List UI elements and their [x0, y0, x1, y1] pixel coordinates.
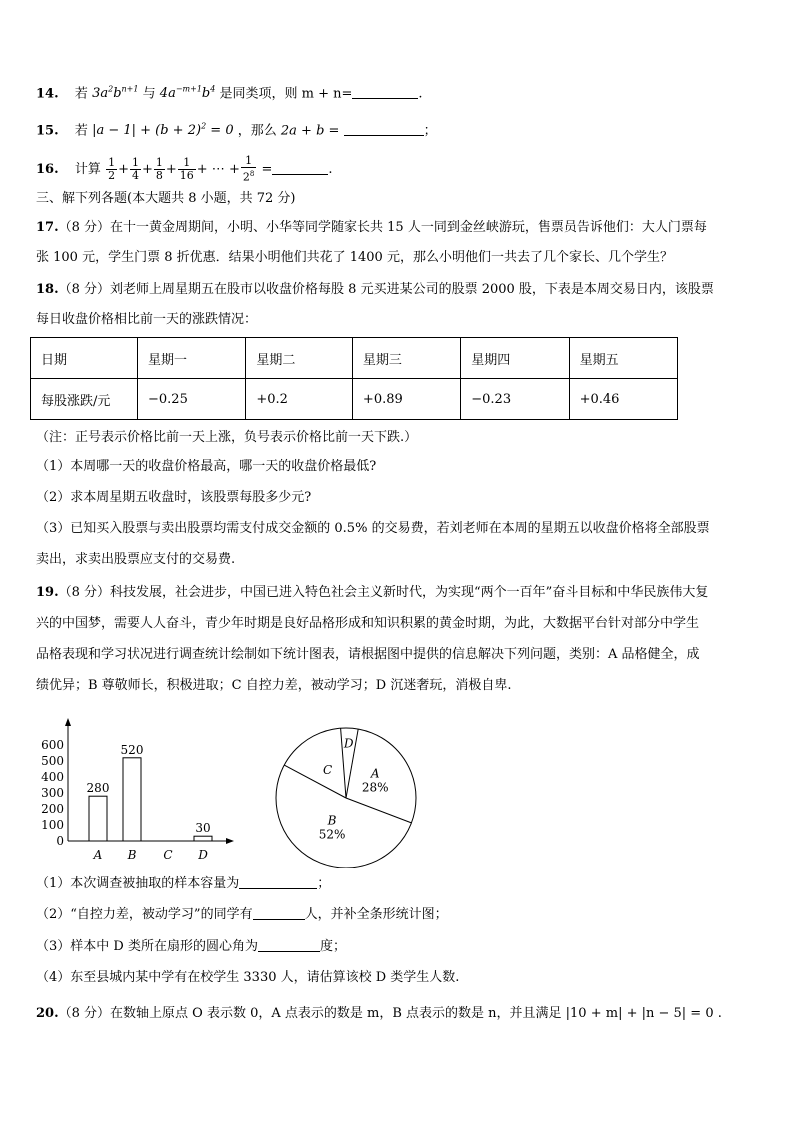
question-19-line1 [36, 583, 760, 603]
y-tick-label: 0 [56, 834, 64, 848]
q15-expr1-exp: 2 [201, 122, 207, 131]
q19-sub1-text: （1）本次调查被抽取的样本容量为 [36, 876, 240, 891]
question-number: 17. [36, 220, 59, 235]
question-number: 19. [36, 585, 59, 600]
q16-ellipsis: + ⋯ + [196, 162, 240, 177]
question-number: 20. [36, 1006, 59, 1021]
x-tick-label: A [93, 848, 103, 862]
q17-text: （8 分）在十一黄金周期间，小明、小华等同学随家长共 15 人一同到金丝峡游玩，售票员告诉他们：大人门票每 [58, 220, 707, 235]
answer-blank[interactable] [258, 937, 320, 952]
q19-sub3-end: 度； [319, 939, 346, 954]
x-tick-label: D [198, 848, 208, 862]
q19-sub4: （4）东至县城内某中学有在校学生 3330 人，请估算该校 D 类学生人数. [36, 970, 460, 985]
answer-blank[interactable] [239, 874, 317, 889]
fraction-den: 4 [131, 169, 139, 182]
pie-chart [276, 728, 416, 868]
q15-expr1-tail: = 0 [206, 123, 234, 139]
pie-slice-edge [346, 798, 411, 823]
table-cell: 星期一 [138, 338, 246, 379]
y-axis-arrow [65, 718, 71, 726]
q19-sub3 [36, 937, 760, 957]
pie-percent-label: 52% [318, 827, 346, 842]
pie-slice-label: B [327, 813, 337, 828]
table-cell: +0.89 [352, 379, 460, 420]
data-label: 280 [86, 781, 110, 796]
q14-t2-coef: 4 [159, 86, 169, 102]
fraction-den-exp: 8 [249, 170, 255, 179]
q14-t1-coef: 3 [92, 86, 101, 102]
fraction-den: 16 [179, 169, 194, 182]
pie-slice-label: C [323, 762, 333, 777]
question-19-line3: 品格表现和学习状况进行调查统计绘制如下统计图表，请根据图中提供的信息解决下列问题，类别：A 品格健全，成 [36, 647, 700, 662]
answer-blank[interactable] [352, 84, 418, 99]
table-cell: +0.46 [569, 379, 677, 420]
q15-expr2: 2a + b = [280, 123, 340, 139]
table-cell: 星期五 [569, 338, 677, 379]
answer-blank[interactable] [272, 160, 328, 175]
q14-t2-exp1: −m+1 [175, 85, 202, 94]
table-cell: 星期二 [246, 338, 353, 379]
table-cell: −0.23 [461, 379, 569, 420]
q20-text: （8 分）在数轴上原点 O 表示数 0，A 点表示的数是 m，B 点表示的数是 n，并且满足 |10 + m| + |n − 5| = 0 . [58, 1006, 722, 1021]
q14-t1-base2: b [113, 86, 122, 102]
fraction [154, 157, 165, 182]
fraction-den-base: 2 [242, 170, 250, 184]
fraction-den: 2 [108, 169, 116, 182]
pie-percent-label: 28% [361, 780, 389, 795]
q14-t1-exp1: 2 [108, 85, 114, 94]
question-number: 14. [36, 86, 59, 102]
question-17-line1 [36, 218, 760, 238]
q14-t2-base1: a [168, 86, 176, 102]
x-tick-label: B [127, 848, 137, 862]
q14-t1-exp2: n+1 [121, 85, 139, 94]
y-tick-label: 100 [41, 818, 64, 832]
table-row [31, 379, 678, 420]
bar [194, 836, 212, 841]
y-tick-label: 400 [41, 770, 64, 784]
q16-end: . [328, 162, 333, 177]
x-tick-label: C [163, 848, 173, 862]
fraction-num: 1 [241, 155, 256, 168]
q14-end: . [418, 86, 423, 102]
table-cell: −0.25 [138, 379, 246, 420]
table-cell: +0.2 [246, 379, 353, 420]
fraction-num: 1 [108, 156, 116, 169]
fraction-den: 8 [155, 169, 163, 182]
question-19-line2: 兴的中国梦，需要人人奋斗，青少年时期是良好品格形成和知识积累的黄金时期，为此，大数据平台针对部分中学生 [36, 616, 700, 631]
q15-pre: 若 [74, 123, 88, 139]
q18-note: （注：正号表示价格比前一天上涨，负号表示价格比前一天下跌.） [36, 430, 418, 445]
answer-blank[interactable] [344, 121, 424, 136]
question-18-line1 [36, 280, 760, 300]
table-cell: 星期三 [352, 338, 460, 379]
q15-end: ； [423, 123, 437, 139]
fraction [241, 155, 256, 184]
q19-sub2-text: （2）“自控力差，被动学习”的同学有 [36, 907, 253, 922]
y-tick-label: 500 [41, 754, 64, 768]
q19-sub2-end: 人，并补全条形统计图； [304, 907, 448, 922]
fraction [178, 157, 196, 182]
q18-text: （8 分）刘老师上周星期五在股市以收盘价格每股 8 元买进某公司的股票 2000 股，下表是本周交易日内，该股票 [58, 282, 714, 297]
question-20 [36, 1004, 760, 1024]
bar [123, 758, 141, 841]
q16-eq: = [261, 162, 273, 177]
q14-post: 是同类项，则 m + n= [219, 86, 353, 102]
table-cell: 日期 [31, 338, 138, 379]
data-label: 520 [120, 742, 144, 757]
q19-sub1 [36, 874, 760, 894]
q14-t2-exp2: 4 [210, 85, 216, 94]
q14-t2-base2: b [201, 86, 211, 102]
y-tick-label: 600 [41, 738, 64, 752]
statistics-charts [30, 708, 450, 868]
question-14 [36, 80, 760, 104]
y-tick-label: 200 [41, 802, 64, 816]
fraction-num: 1 [178, 157, 196, 170]
q15-expr1 [92, 123, 234, 138]
fraction [130, 157, 141, 182]
question-number: 15. [36, 123, 59, 139]
pie-slice-edge [284, 762, 346, 798]
question-18-line2: 每日收盘价格相比前一天的涨跌情况： [36, 312, 258, 327]
fraction [106, 157, 117, 182]
fraction-den [241, 168, 256, 184]
question-15 [36, 117, 760, 141]
table-cell: 每股涨跌/元 [31, 379, 138, 420]
question-number: 16. [36, 162, 59, 177]
question-number: 18. [36, 282, 59, 297]
table-cell: 星期四 [461, 338, 569, 379]
q18-sub3-line1: （3）已知买入股票与卖出股票均需支付成交金额的 0.5% 的交易费，若刘老师在本周的星期五以收盘价格将全部股票 [36, 521, 710, 536]
fraction-num: 1 [131, 156, 139, 169]
price-change-table [30, 337, 678, 420]
q18-sub1: （1）本周哪一天的收盘价格最高，哪一天的收盘价格最低? [36, 459, 377, 474]
pie-slice-label: D [343, 736, 354, 751]
q19-text: （8 分）科技发展，社会进步，中国已进入特色社会主义新时代，为实现“两个一百年”奋斗目标和中华民族伟大复 [58, 585, 709, 600]
bar-chart [41, 718, 234, 862]
section-heading: 三、解下列各题(本大题共 8 小题，共 72 分) [36, 191, 296, 206]
q19-sub2 [36, 905, 760, 925]
q14-pre: 若 [74, 86, 88, 102]
q14-t1-base1: a [100, 86, 109, 102]
q15-expr1-text: |a − 1| + (b + 2) [92, 123, 202, 139]
q16-pre: 计算 [74, 162, 101, 177]
q19-sub1-end: ； [317, 876, 331, 891]
q18-sub3-line2: 卖出，求卖出股票应支付的交易费. [36, 552, 236, 567]
q14-term1 [92, 86, 138, 101]
y-tick-label: 300 [41, 786, 64, 800]
q15-mid: ，那么 [237, 123, 277, 139]
q14-term2 [160, 86, 216, 101]
table-header-row [31, 338, 678, 379]
bar [89, 796, 107, 841]
question-17-line2: 张 100 元，学生门票 8 折优惠．结果小明他们共花了 1400 元，那么小明他们一共去了几个家长、几个学生？ [36, 250, 673, 265]
question-16: 16. 计算 $\frac{1}{2}$ + $\frac{1}{4}$ + $\frac{1}{8}$ + $\frac{1}{16}$ + ⋯ + $\frac{1}{2^8}$ = . [36, 154, 333, 184]
q14-mid: 与 [142, 86, 156, 102]
question-19-line4: 绩优异；B 尊敬师长，积极进取；C 自控力差，被动学习；D 沉迷奢玩，消极自卑. [36, 678, 512, 693]
answer-blank[interactable] [253, 905, 305, 920]
fraction-num: 1 [155, 156, 163, 169]
q19-sub3-text: （3）样本中 D 类所在扇形的圆心角为 [36, 939, 258, 954]
q18-sub2: （2）求本周星期五收盘时，该股票每股多少元? [36, 490, 312, 505]
data-label: 30 [195, 821, 211, 836]
x-axis-arrow [226, 838, 234, 844]
pie-slice-label: A [370, 766, 380, 781]
